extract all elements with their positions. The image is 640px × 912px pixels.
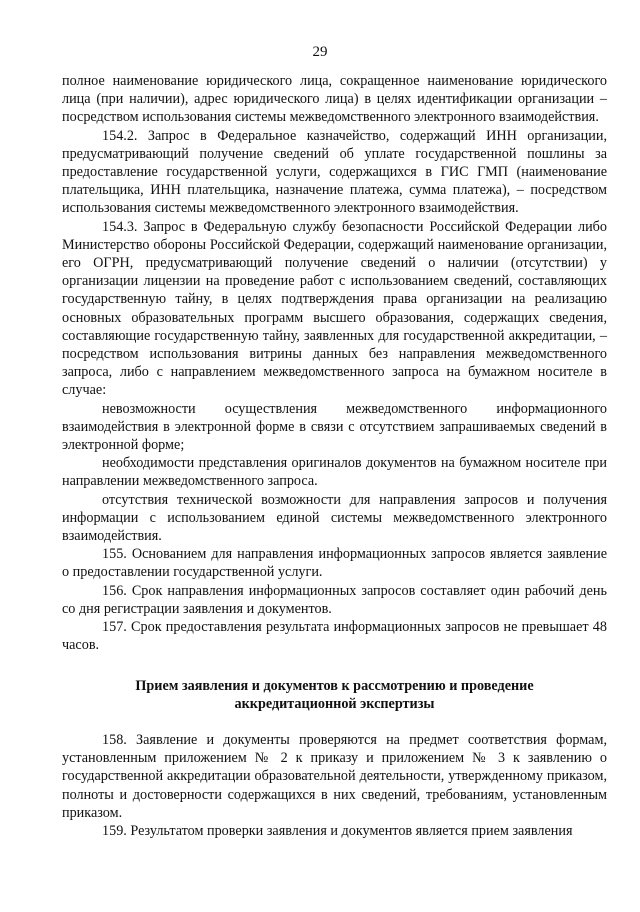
paragraph-154-2: 154.2. Запрос в Федеральное казначейство, содержащий ИНН организации, предусматривающий получение сведений об уплате государственной пошлины за предоставление государственной услуги, содержащихся в ГИС ГМП (наименование плательщика, ИНН плательщика, назначение платежа, сумма платежа), – посредством использования системы межведомственного электронного взаимодействия. (62, 127, 607, 217)
paragraph-continuation: полное наименование юридического лица, сокращенное наименование юридического лица (при наличии), адрес юридического лица) в целях идентификации организации – посредством использования системы межведомственного электронного взаимодействия. (62, 73, 607, 126)
paragraph-157: 157. Срок предоставления результата информационных запросов не превышает 48 часов. (62, 619, 607, 654)
section-heading-line-1: Прием заявления и документов к рассмотрению и проведение (135, 677, 534, 694)
paragraph-case-no-technical: отсутствия технической возможности для направления запросов и получения информации с использованием единой системы межведомственного электронного взаимодействия. (62, 491, 607, 545)
page-number: 29 (312, 44, 328, 60)
paragraph-case-impossibility: невозможности осуществления межведомственного информационного взаимодействия в электронной форме в связи с отсутствием запрашиваемых сведений в электронной форме; (62, 400, 607, 454)
paragraph-158: 158. Заявление и документы проверяются на предмет соответствия формам, установленным приложением № 2 к приказу и приложением № 3 к заявлению о государственной аккредитации образовательной деятельности, утвержденному приказом, полноты и достоверности содержащихся в них сведений, требованиям, установленным приказом. (62, 731, 607, 821)
section-heading-line-2: аккредитационной экспертизы (234, 695, 435, 712)
page-body (62, 72, 607, 840)
paragraph-case-originals: необходимости представления оригиналов документов на бумажном носителе при направлении межведомственного запроса. (62, 455, 607, 490)
section-heading (62, 677, 607, 713)
paragraph-159: 159. Результатом проверки заявления и документов является прием заявления (102, 822, 573, 839)
paragraph-156: 156. Срок направления информационных запросов составляет один рабочий день со дня регистрации заявления и документов. (62, 582, 607, 617)
paragraph-154-3: 154.3. Запрос в Федеральную службу безопасности Российской Федерации либо Министерство обороны Российской Федерации, содержащий наименование организации, его ОГРН, предусматривающий получение сведений о наличии (отсутствии) у организации лицензии на проведение работ с использованием сведений, составляющих государственную тайну, в целях подтверждения права организации на реализацию основных образовательных программ высшего образования, содержащих сведения, составляющие государственную тайну, заявленных для государственной аккредитации, – посредством использования витрины данных без направления межведомственного запроса, либо с направлением межведомственного запроса на бумажном носителе в случае: (62, 218, 607, 399)
paragraph-155: 155. Основанием для направления информационных запросов является заявление о предоставлении государственной услуги. (62, 546, 607, 581)
